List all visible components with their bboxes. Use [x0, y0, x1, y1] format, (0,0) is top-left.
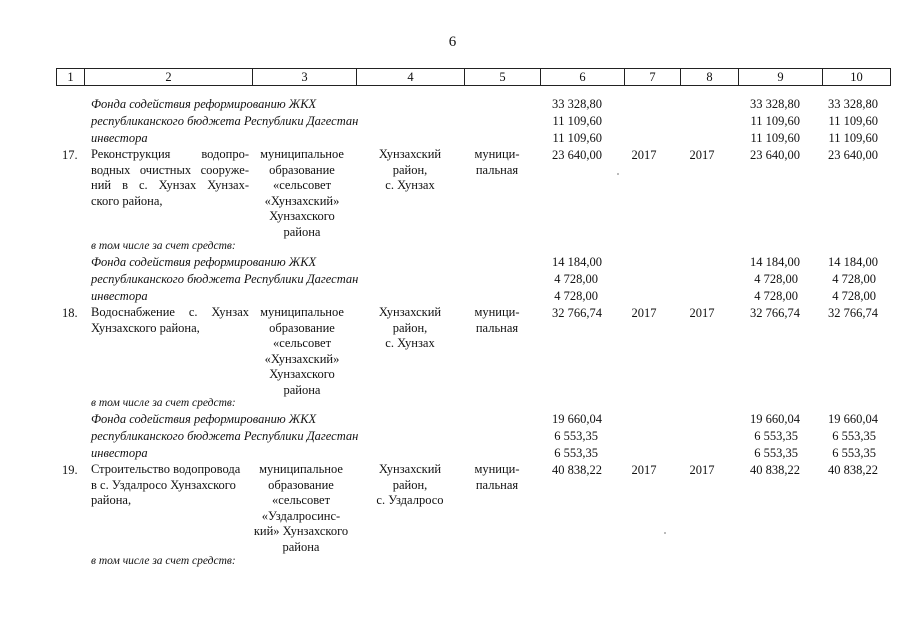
funding-c9: 19 660,04 [750, 412, 800, 426]
funding-c6: 11 109,60 [552, 114, 602, 128]
funding-c9: 14 184,00 [750, 255, 800, 269]
funding-c10: 6 553,35 [832, 446, 876, 460]
funding-label: инвестора [91, 446, 148, 460]
column-number-2: 2 [85, 69, 253, 86]
funding-intro: в том числе за счет средств: [91, 555, 236, 567]
owner-cell: муниципальное образование «сельсовет «Хунзахский» Хунзахского района [260, 147, 344, 239]
funding-label: республиканского бюджета Республики Дагестан [91, 114, 359, 128]
start-year: 2017 [631, 148, 657, 162]
funding-c6: 14 184,00 [552, 255, 602, 269]
owner-cell: муниципальное образование «сельсовет «Хунзахский» Хунзахского района [260, 305, 344, 397]
object-name: Водоснабжение с. Хунзах Хунзахского района, [91, 305, 249, 335]
funding-label: республиканского бюджета Республики Дагестан [91, 272, 359, 286]
column-number-7: 7 [625, 69, 681, 86]
row-number: 19. [62, 463, 78, 477]
column-number-9: 9 [739, 69, 823, 86]
funding-c6: 6 553,35 [554, 446, 598, 460]
cost-c10: 32 766,74 [828, 306, 878, 320]
funding-label: Фонда содействия реформированию ЖКХ [91, 412, 317, 426]
funding-intro: в том числе за счет средств: [91, 397, 236, 409]
object-name: Строительство водопровода в с. Уздалросо Хунзахского района, [91, 462, 241, 507]
column-header-row [56, 68, 891, 86]
funding-c10: 4 728,00 [832, 272, 876, 286]
page-number: 6 [448, 34, 457, 50]
ownership-cell: муници- пальная [474, 305, 520, 335]
end-year: 2017 [689, 463, 715, 477]
end-year: 2017 [689, 148, 715, 162]
column-number-3: 3 [253, 69, 357, 86]
cost-total: 40 838,22 [552, 463, 602, 477]
owner-cell: муниципальное образование «сельсовет «Уздалросинс- кий» Хунзахского района [253, 462, 349, 554]
location-cell: Хунзахский район, с. Хунзах [378, 147, 442, 192]
cost-c9: 32 766,74 [750, 306, 800, 320]
funding-label: Фонда содействия реформированию ЖКХ [91, 97, 317, 111]
funding-label: инвестора [91, 289, 148, 303]
funding-label: инвестора [91, 131, 148, 145]
column-number-4: 4 [357, 69, 465, 86]
start-year: 2017 [631, 306, 657, 320]
funding-label: республиканского бюджета Республики Дагестан [91, 429, 359, 443]
funding-c6: 19 660,04 [552, 412, 602, 426]
object-name: Реконструкция водопро- водных очистных сооруже- ний в с. Хунзах Хунзах- ского района, [91, 147, 249, 208]
funding-c9: 11 109,60 [750, 131, 800, 145]
funding-c10: 4 728,00 [832, 289, 876, 303]
funding-c9: 6 553,35 [754, 446, 798, 460]
funding-c10: 11 109,60 [828, 114, 878, 128]
cost-c9: 40 838,22 [750, 463, 800, 477]
funding-c9: 4 728,00 [754, 289, 798, 303]
funding-c9: 11 109,60 [750, 114, 800, 128]
cost-c10: 23 640,00 [828, 148, 878, 162]
funding-c9: 33 328,80 [750, 97, 800, 111]
funding-intro: в том числе за счет средств: [91, 240, 236, 252]
funding-c10: 11 109,60 [828, 131, 878, 145]
funding-c6: 4 728,00 [554, 289, 598, 303]
location-cell: Хунзахский район, с. Уздалросо [376, 462, 444, 507]
cost-total: 23 640,00 [552, 148, 602, 162]
funding-c6: 33 328,80 [552, 97, 602, 111]
column-number-6: 6 [541, 69, 625, 86]
funding-c9: 6 553,35 [754, 429, 798, 443]
funding-label: Фонда содействия реформированию ЖКХ [91, 255, 317, 269]
funding-c10: 14 184,00 [828, 255, 878, 269]
column-number-5: 5 [465, 69, 541, 86]
column-number-1: 1 [57, 69, 85, 86]
row-number: 18. [62, 306, 78, 320]
column-number-10: 10 [823, 69, 891, 86]
funding-c10: 19 660,04 [828, 412, 878, 426]
cost-total: 32 766,74 [552, 306, 602, 320]
scan-speck [664, 532, 666, 534]
start-year: 2017 [631, 463, 657, 477]
ownership-cell: муници- пальная [474, 147, 520, 177]
funding-c6: 6 553,35 [554, 429, 598, 443]
end-year: 2017 [689, 306, 715, 320]
cost-c10: 40 838,22 [828, 463, 878, 477]
ownership-cell: муници- пальная [474, 462, 520, 492]
row-number: 17. [62, 148, 78, 162]
funding-c10: 6 553,35 [832, 429, 876, 443]
scan-speck [617, 173, 619, 175]
funding-c9: 4 728,00 [754, 272, 798, 286]
cost-c9: 23 640,00 [750, 148, 800, 162]
funding-c10: 33 328,80 [828, 97, 878, 111]
funding-c6: 11 109,60 [552, 131, 602, 145]
location-cell: Хунзахский район, с. Хунзах [378, 305, 442, 350]
column-number-8: 8 [681, 69, 739, 86]
funding-c6: 4 728,00 [554, 272, 598, 286]
